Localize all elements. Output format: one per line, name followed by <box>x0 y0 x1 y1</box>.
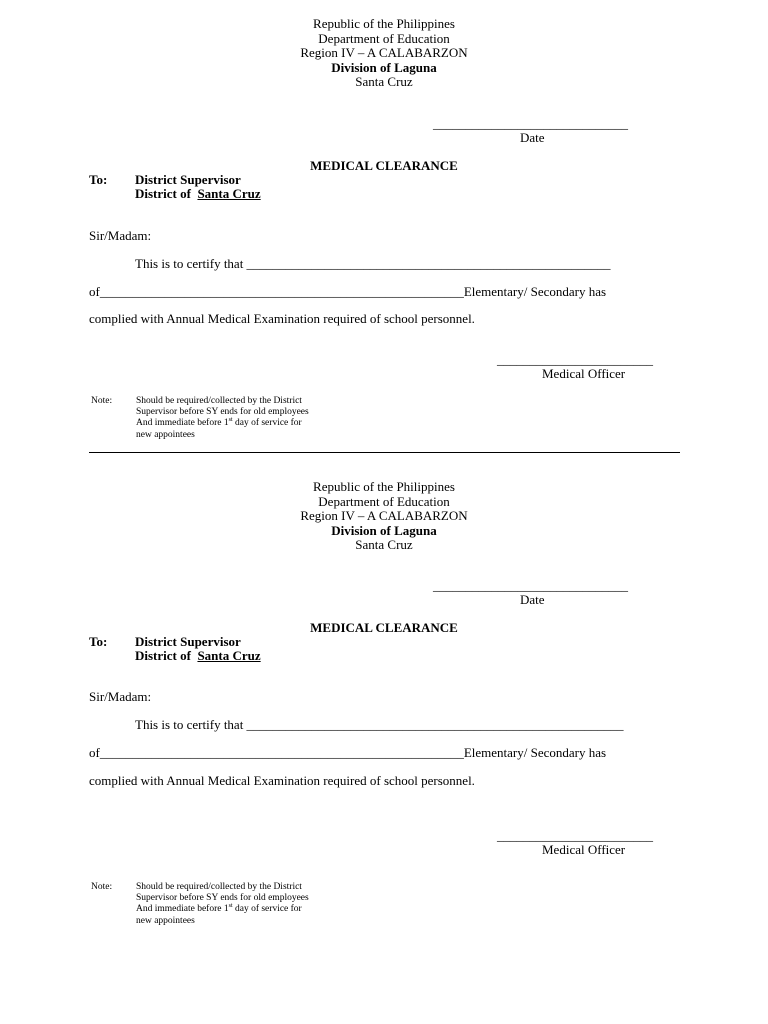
letterhead-division: Division of Laguna <box>331 59 437 75</box>
letterhead-republic: Republic of the Philippines <box>313 16 455 31</box>
letterhead <box>0 17 768 90</box>
signature-label: Medical Officer <box>542 366 626 381</box>
compliance-statement: complied with Annual Medical Examination required of school personnel. <box>89 773 475 788</box>
salutation: Sir/Madam: <box>89 228 152 243</box>
district-prefix: District of <box>135 186 191 201</box>
addressee-district <box>135 648 261 663</box>
school-line[interactable]: of________________________________________________________Elementary/ Secondary has <box>89 284 607 299</box>
note-line: And immediate before 1st day of service for <box>136 903 302 915</box>
letterhead-department: Department of Education <box>318 30 450 46</box>
signature-label: Medical Officer <box>542 842 626 857</box>
signature-line[interactable]: ________________________ <box>497 352 653 367</box>
addressee-title: District Supervisor <box>135 634 241 649</box>
cut-divider <box>89 452 680 453</box>
letterhead-region: Region IV – A CALABARZON <box>300 45 468 60</box>
district-place: Santa Cruz <box>197 186 261 201</box>
date-line[interactable]: ______________________________ <box>433 578 628 593</box>
note-line: And immediate before 1st day of service for <box>136 417 302 429</box>
district-prefix: District of <box>135 648 191 663</box>
note-text <box>136 396 309 441</box>
signature-line[interactable]: ________________________ <box>497 828 653 843</box>
form-title: MEDICAL CLEARANCE <box>310 158 458 173</box>
letterhead-department: Department of Education <box>318 493 450 509</box>
date-line[interactable]: ______________________________ <box>433 116 628 131</box>
letterhead-city: Santa Cruz <box>355 74 413 89</box>
note-label: Note: <box>91 396 113 406</box>
note-line: Supervisor before SY ends for old employees <box>136 893 309 904</box>
to-label: To: <box>89 172 108 187</box>
note-line: Should be required/collected by the District <box>136 396 302 406</box>
letterhead-republic: Republic of the Philippines <box>313 479 455 494</box>
salutation: Sir/Madam: <box>89 689 152 704</box>
certify-line[interactable]: This is to certify that __________________________________________________________ <box>135 717 624 732</box>
letterhead-region: Region IV – A CALABARZON <box>300 508 468 523</box>
note-line: Should be required/collected by the District <box>136 882 302 892</box>
addressee-title: District Supervisor <box>135 172 241 187</box>
date-label: Date <box>520 592 545 607</box>
form-title: MEDICAL CLEARANCE <box>310 620 458 635</box>
letterhead-city: Santa Cruz <box>355 537 413 552</box>
note-line: new appointees <box>136 429 195 440</box>
note-line: Supervisor before SY ends for old employees <box>136 407 309 418</box>
school-line[interactable]: of________________________________________________________Elementary/ Secondary has <box>89 745 607 760</box>
note-text <box>136 882 309 927</box>
letterhead <box>0 480 768 553</box>
certify-line[interactable]: This is to certify that ________________________________________________________ <box>135 256 611 271</box>
district-place: Santa Cruz <box>197 648 261 663</box>
date-label: Date <box>520 130 545 145</box>
compliance-statement: complied with Annual Medical Examination required of school personnel. <box>89 311 475 326</box>
addressee-district <box>135 186 261 201</box>
note-line: new appointees <box>136 915 195 926</box>
to-label: To: <box>89 634 108 649</box>
note-label: Note: <box>91 882 113 892</box>
letterhead-division: Division of Laguna <box>331 522 437 538</box>
